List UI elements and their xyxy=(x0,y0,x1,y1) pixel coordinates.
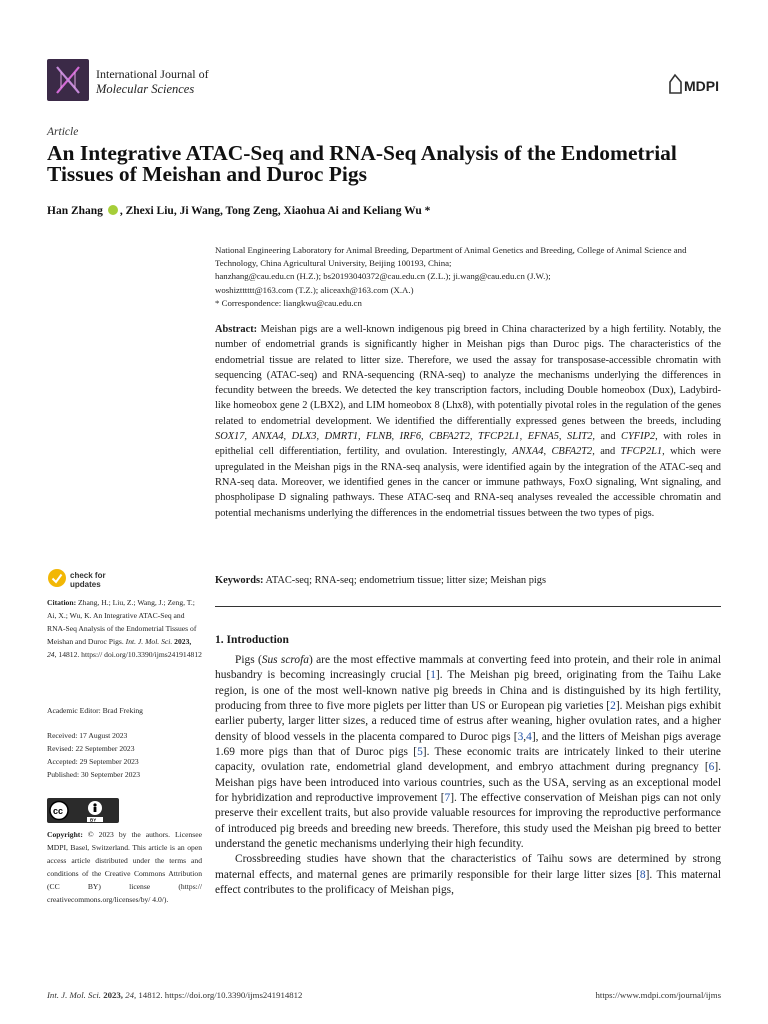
journal-name xyxy=(96,67,209,97)
abstract-text-3: , which were upregulated in the Meishan pigs in the RNA-seq analysis, were identified again by the integration of the ATAC-seq and RNA-seq data. Moreover, we identified genes in the cancer or immune pathways, FoxO signaling, Wnt signaling, and phospholipase D signaling pathways. These ATAC-seq and RNA-seq analyses revealed the accessible chromatin and potential mechanisms underlying the differences in the endometrial tissues between the two types of pigs. xyxy=(215,446,721,519)
svg-text:BY: BY xyxy=(90,817,97,823)
copyright-label: Copyright: xyxy=(47,830,83,839)
citation-doi[interactable]: , 14812. https:// doi.org/10.3390/ijms241914812 xyxy=(54,650,202,659)
mdpi-logo-icon xyxy=(667,70,723,100)
citation xyxy=(47,596,202,661)
intro-text: ]. The Meishan pig breed, originating from the Taihu Lake region, is one of the most well-known native pig breeds in China and is distinguished by its high fertility, producing from three to five more piglets per litter than US or European pig varieties [ xyxy=(215,669,721,713)
intro-text: ], and the litters of Meishan pigs average 1.69 more pigs than that of Duroc pigs [ xyxy=(215,730,721,759)
reference-link-8[interactable]: 8 xyxy=(639,868,646,881)
intro-text: Pigs ( xyxy=(235,654,262,666)
citation-year: 2023, xyxy=(172,637,192,646)
gene-cyfip2: CYFIP2 xyxy=(621,431,656,443)
check-updates-line-2: updates xyxy=(70,580,101,589)
intro-paragraph-2 xyxy=(215,852,721,898)
intro-text: ]. Meishan pigs have been introduced into various countries, such as the USA, serving as an exceptional model for hybridization and reproductive improvement [ xyxy=(215,761,721,805)
intro-text: ]. Meishan pigs exhibit earlier puberty, larger litter sizes, a reduced time of estrus after weaning, higher ovulation rates, and a higher density of blood vessels in the placenta compared to Duroc pigs [ xyxy=(215,700,721,743)
intro-paragraph-1: Pigs (Sus scrofa) are the most effective mammals at converting feed into protein, and their role in animal husbandry is becoming increasingly crucial [1]. The Meishan pig breed, originating from the Taihu Lake region, is one of the most well-known native pig breeds in China and is distinguished by its high fertility, producing from three to five more piglets per litter than US or European pig varieties [2]. Meishan pigs exhibit earlier puberty, larger litter sizes, a reduced time of estrus after weaning, higher ovulation rates, and a higher density of blood vessels in the placenta compared to Duroc pigs [3,4], and the litters of Meishan pigs average 1.69 more pigs than that of Duroc pigs [5]. These economic traits are intricately linked to their uterine capacity, ovulation rate, endometrial gland development, and embryo attachment during pregnancy [6]. Meishan pigs have been introduced into various countries, such as the USA, serving as an exceptional model for hybridization and reproductive improvement [7]. The effective conservation of Meishan pigs can not only preserve their excellent traits, but also provide valuable resources for improving the reproductive performance of introduced pig breeds and breeding new breeds. Therefore, this study used the Meishan pig breed to better understand the genetic mechanisms underlying their high fecundity. xyxy=(215,654,721,851)
reference-link-7[interactable]: 7 xyxy=(444,792,451,805)
article-type: Article xyxy=(47,126,79,138)
check-updates-line-1: check for xyxy=(70,571,106,580)
section-heading-introduction: 1. Introduction xyxy=(215,634,289,646)
check-for-updates-label[interactable] xyxy=(70,571,106,589)
affiliation-emails-1: hanzhang@cau.edu.cn (H.Z.); bs20193040372@cau.edu.cn (Z.L.); ji.wang@cau.edu.cn (J.W.); xyxy=(215,271,551,282)
copyright-text: © 2023 by the authors. Licensee MDPI, Basel, Switzerland. This article is an open access article distributed under the terms and conditions of the Creative Commons Attribution (CC BY) license (https:// creativecommons.org/licenses/by/ 4.0/). xyxy=(47,830,202,904)
citation-volume: 24 xyxy=(47,650,55,659)
abstract-connector: , xyxy=(543,446,552,458)
abstract-label: Abstract: xyxy=(215,324,258,335)
abstract xyxy=(215,322,721,521)
journal-line-1: International Journal of xyxy=(96,67,209,81)
date-received: Received: 17 August 2023 xyxy=(47,731,128,740)
abstract-text-1: Meishan pigs are a well-known indigenous pig breed in China characterized by a high fertility. Notably, the number of endometrial grands is significantly higher in Meishan pigs than Duroc pigs. The characteristics of the endometrial tissue are related to litter size. Therefore, we used the assay for transposase-accessible chromatin with sequencing (ATAC-seq) and RNA-sequencing (RNA-seq) to analyze the mechanisms underlying the differences in fecundity between the breeds. We detected the key transcription factors, including Double homeobox (Dux), Ladybird-like homeobox gene 2 (LBX2), and LIM homeobox 8 (Lhx8), with potentially pivotal roles in the regulation of the genes related to endometrial development. We identified the differentially expressed genes between the breeds, including xyxy=(215,324,721,427)
scientific-name: Sus scrofa xyxy=(261,654,309,666)
date-accepted: Accepted: 29 September 2023 xyxy=(47,757,139,766)
citation-label: Citation: xyxy=(47,598,77,607)
date-published: Published: 30 September 2023 xyxy=(47,770,141,779)
abstract-connector: , and xyxy=(592,446,621,458)
publisher-logo xyxy=(667,70,723,105)
gene-anxa4: ANXA4 xyxy=(512,446,544,458)
check-updates-icon xyxy=(47,568,67,588)
other-authors: , Zhexi Liu, Ji Wang, Tong Zeng, Xiaohua Ai and Keliang Wu * xyxy=(119,205,431,217)
intro-text: Crossbreeding studies have shown that the characteristics of Taihu sows are determined by strong maternal effects, and maternal genes are primarily responsible for their large litter sizes [ xyxy=(215,853,721,881)
gene-cbfa2t2: CBFA2T2 xyxy=(551,446,593,458)
paper-title: An Integrative ATAC-Seq and RNA-Seq Analysis of the Endometrial Tissues of Meishan and Duroc Pigs xyxy=(47,141,677,186)
footer-journal-url[interactable]: https://www.mdpi.com/journal/ijms xyxy=(595,990,721,1000)
abstract-connector: and xyxy=(595,431,622,443)
date-revised: Revised: 22 September 2023 xyxy=(47,744,135,753)
publisher-name: MDPI xyxy=(684,78,719,94)
correspondence: * Correspondence: liangkwu@cau.edu.cn xyxy=(215,297,362,308)
reference-link-3[interactable]: 3 xyxy=(517,730,524,743)
reference-link-6[interactable]: 6 xyxy=(708,761,715,774)
citation-journal: Int. J. Mol. Sci. xyxy=(125,637,173,646)
footer-year: 2023, xyxy=(101,990,126,1000)
first-author: Han Zhang xyxy=(47,205,103,217)
academic-editor: Academic Editor: Brad Freking xyxy=(47,706,143,715)
intro-text: ]. These economic traits are intricately linked to their uterine capacity, ovulation rate, endometrial gland development, and embryo attachment during pregnancy [ xyxy=(215,746,721,774)
journal-logo xyxy=(47,59,89,101)
introduction-body xyxy=(215,653,721,899)
affiliations xyxy=(215,244,725,310)
reference-link-5[interactable]: 5 xyxy=(417,746,423,759)
keywords-text: ATAC-seq; RNA-seq; endometrium tissue; litter size; Meishan pigs xyxy=(263,575,547,586)
reference-link-1[interactable]: 1 xyxy=(430,669,436,682)
affiliation-emails-2: woshiztttttt@163.com (T.Z.); aliceaxh@163.com (X.A.) xyxy=(215,284,414,295)
orcid-icon[interactable] xyxy=(108,205,118,215)
reference-link-4[interactable]: 4 xyxy=(526,730,532,743)
section-divider xyxy=(215,606,721,607)
reference-link-2[interactable]: 2 xyxy=(610,700,616,713)
intro-text: ) are the most effective mammals at converting feed into protein, and their role in animal husbandry is becoming increasingly crucial [ xyxy=(215,654,721,682)
affiliation-address: National Engineering Laboratory for Animal Breeding, Department of Animal Genetics and Breeding, College of Animal Science and Technology, China Agricultural University, Beijing 100193, China; xyxy=(215,245,687,269)
gene-list: SOX17, ANXA4, DLX3, DMRT1, FLNB, IRF6, CBFA2T2, TFCP2L1, EFNA5, SLIT2, xyxy=(215,431,596,443)
intro-text: ]. This maternal effect contributes to the prolificacy of Meishan pigs, xyxy=(215,868,721,897)
publication-dates xyxy=(47,729,202,781)
author-list xyxy=(47,205,430,217)
footer-volume: 24 xyxy=(125,990,134,1000)
citation-text: Zhang, H.; Liu, Z.; Wang, J.; Zeng, T.; Ai, X.; Wu, K. An Integrative ATAC-Seq and RNA-Seq Analysis of the Endometrial Tissues of Meishan and Duroc Pigs. xyxy=(47,598,197,646)
gene-tfcp2l1: TFCP2L1 xyxy=(620,446,663,458)
footer-journal: Int. J. Mol. Sci. xyxy=(47,990,101,1000)
copyright-notice xyxy=(47,828,202,906)
cc-license-icon xyxy=(47,798,119,823)
page-footer xyxy=(47,990,721,1000)
svg-text:cc: cc xyxy=(53,806,64,816)
abstract-text-2: , with roles in epithelial cell differentiation, fertility, and ovulation. Interestingly, xyxy=(215,431,721,458)
keywords-label: Keywords: xyxy=(215,575,264,586)
dna-logo-icon xyxy=(47,59,89,101)
journal-line-2: Molecular Sciences xyxy=(96,82,195,96)
check-for-updates-badge[interactable] xyxy=(47,568,67,593)
cc-by-license-badge[interactable] xyxy=(47,798,119,823)
intro-text: ]. The effective conservation of Meishan pigs can not only preserve their excellent traits, but also provide valuable resources for improving the reproductive performance of introduced pig breeds and breeding new breeds. Therefore, this study used the Meishan pig breed to better understand the genetic mechanisms underlying their high fecundity. xyxy=(215,792,721,851)
keywords xyxy=(215,573,721,588)
footer-doi[interactable]: , 14812. https://doi.org/10.3390/ijms241914812 xyxy=(134,990,303,1000)
